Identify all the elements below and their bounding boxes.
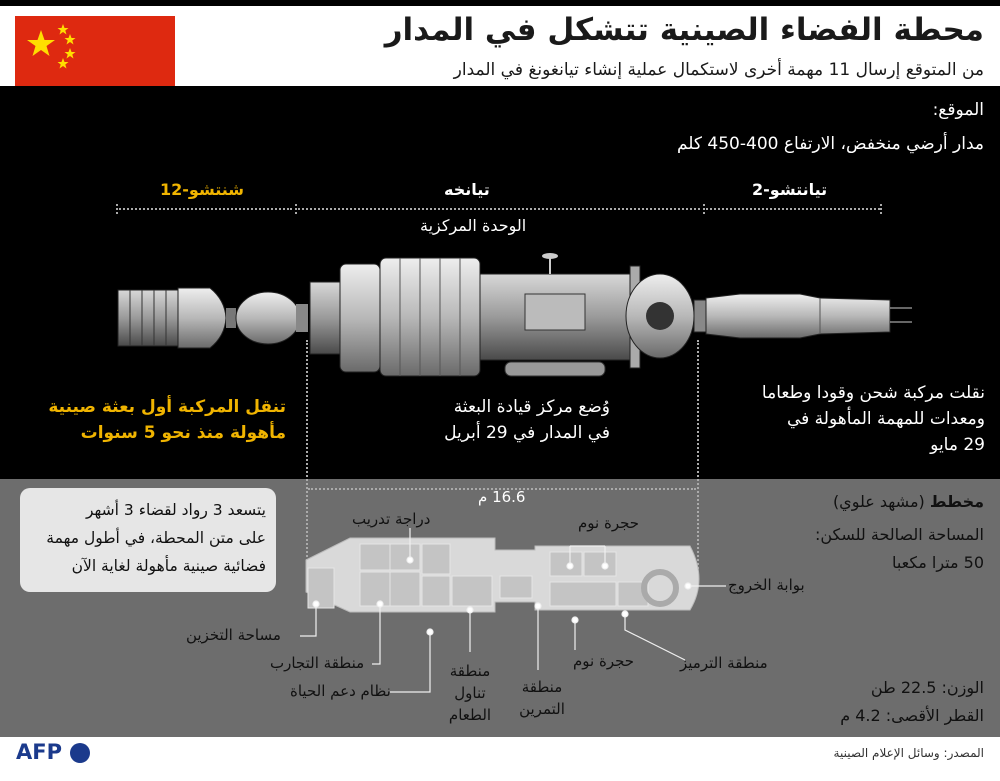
source-credit: المصدر: وسائل الإعلام الصينية <box>833 746 984 760</box>
afp-logo-dot-icon <box>70 743 90 763</box>
callout-line: على متن المحطة، في أطول مهمة <box>46 529 266 547</box>
tianhe-label: تيانخه <box>444 180 490 199</box>
plan-title-rest: (مشهد علوي) <box>832 492 930 511</box>
habitable-value: 50 مترا مكعبا <box>891 553 984 572</box>
callout-line: يتسعد 3 رواد لقضاء 3 أشهر <box>85 501 266 519</box>
storage-label: مساحة التخزين <box>186 626 281 644</box>
shenzhou-caption-line: مأهولة منذ نحو 5 سنوات <box>80 423 286 443</box>
sleep-bottom-label: حجرة نوم <box>573 652 635 670</box>
callout-line: فضائية صينية مأهولة لغاية الآن <box>71 557 266 575</box>
tianzhou-label: تيانتشو-2 <box>752 180 828 199</box>
exit-label: بوابة الخروج <box>728 576 805 594</box>
tianhe-caption-line: في المدار في 29 أبريل <box>444 423 610 443</box>
tianzhou-caption-line: نقلت مركبة شحن وقودا وطعاما <box>761 383 985 403</box>
weight-value: الوزن: 22.5 طن <box>870 678 984 697</box>
station-specs <box>784 674 984 730</box>
life-support-label: نظام دعم الحياة <box>290 682 391 700</box>
afp-logo: AFP <box>16 740 62 764</box>
shenzhou-label: شنتشو-12 <box>160 180 245 199</box>
page-title: محطة الفضاء الصينية تتشكل في المدار <box>384 12 984 48</box>
exercise-label: منطقة التمرين <box>519 678 565 718</box>
tianhe-caption-line: وُضع مركز قيادة البعثة <box>453 397 610 417</box>
bike-label: دراجة تدريب <box>352 510 431 528</box>
sleep-top-label: حجرة نوم <box>578 514 640 532</box>
length-value: 16.6 م <box>478 488 526 506</box>
plan-title-bold: مخطط <box>929 492 984 511</box>
location-label: الموقع: <box>932 100 984 120</box>
habitable-label: المساحة الصالحة للسكن: <box>814 525 984 544</box>
dining-label: منطقة تناول الطعام <box>448 662 492 724</box>
encryption-label: منطقة الترميز <box>680 654 768 672</box>
tianzhou-caption-line: 29 مايو <box>930 435 985 455</box>
shenzhou-caption-line: تنقل المركبة أول بعثة صينية <box>48 397 286 417</box>
page-subtitle: من المتوقع إرسال 11 مهمة أخرى لاستكمال عملية إنشاء تيانغونغ في المدار <box>453 60 984 80</box>
tianzhou-caption-line: ومعدات للمهمة المأهولة في <box>786 409 985 429</box>
core-module-label: الوحدة المركزية <box>420 216 527 235</box>
experiments-label: منطقة التجارب <box>270 654 365 672</box>
location-text: مدار أرضي منخفض، الارتفاع 400-450 كلم <box>676 134 984 154</box>
diameter-value: القطر الأقصى: 4.2 م <box>840 706 984 725</box>
